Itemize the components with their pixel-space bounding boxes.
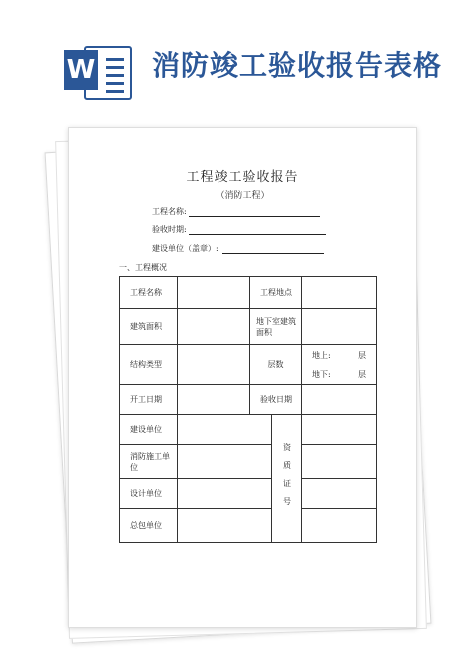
word-logo-letter: W (64, 50, 98, 90)
value-building-area (178, 309, 250, 345)
label-acceptance-date: 验收日期 (250, 385, 302, 415)
table-row (120, 309, 377, 345)
table-row (120, 479, 377, 509)
field-label: 工程名称: (152, 207, 187, 216)
label-structure-type: 结构类型 (120, 345, 178, 385)
label-designer: 设计单位 (120, 479, 178, 509)
value-general-contractor-cert (302, 509, 377, 543)
value-floors (302, 345, 377, 385)
table-row (120, 385, 377, 415)
document-title: 工程竣工验收报告 (186, 170, 299, 185)
below-ground-label: 地下: (312, 369, 331, 379)
value-start-date (178, 385, 250, 415)
value-structure-type (178, 345, 250, 385)
table-row (120, 277, 377, 309)
value-basement-area (302, 309, 377, 345)
field-underline (222, 253, 324, 254)
project-overview-table (119, 276, 377, 543)
value-designer (178, 479, 272, 509)
word-document-icon (62, 42, 132, 100)
field-label: 建设单位（盖章）: (152, 244, 219, 253)
label-fire-contractor: 消防施工单位 (120, 445, 178, 479)
floors-above-ground (312, 350, 376, 361)
banner (0, 0, 474, 120)
document-subtitle: （消防工程） (215, 191, 270, 201)
table-row (120, 509, 377, 543)
value-builder (178, 415, 272, 445)
label-qualification-cert: 资质证号 (272, 415, 302, 543)
value-acceptance-date (302, 385, 377, 415)
value-fire-contractor (178, 445, 272, 479)
field-acceptance-period (152, 224, 326, 235)
document-page (68, 127, 417, 628)
label-general-contractor: 总包单位 (120, 509, 178, 543)
field-builder-seal (152, 243, 324, 254)
table-row (120, 345, 377, 385)
field-label: 验收时期: (152, 225, 187, 234)
value-builder-cert (302, 415, 377, 445)
label-project-location: 工程地点 (250, 277, 302, 309)
field-underline (189, 216, 320, 217)
table-row (120, 445, 377, 479)
label-project-name: 工程名称 (120, 277, 178, 309)
label-building-area: 建筑面积 (120, 309, 178, 345)
value-project-location (302, 277, 377, 309)
label-builder: 建设单位 (120, 415, 178, 445)
field-project-name (152, 206, 320, 217)
label-floors: 层数 (250, 345, 302, 385)
value-general-contractor (178, 509, 272, 543)
label-basement-area: 地下室建筑面积 (250, 309, 302, 345)
section-heading: 一、工程概况 (119, 263, 167, 272)
above-ground-label: 地上: (312, 350, 331, 360)
value-fire-contractor-cert (302, 445, 377, 479)
floor-unit: 层 (358, 350, 366, 360)
table-row (120, 415, 377, 445)
value-project-name (178, 277, 250, 309)
floor-unit: 层 (358, 369, 366, 379)
field-underline (189, 234, 326, 235)
banner-title: 消防竣工验收报告表格 (152, 49, 443, 82)
floors-below-ground (312, 369, 376, 380)
label-start-date: 开工日期 (120, 385, 178, 415)
value-designer-cert (302, 479, 377, 509)
